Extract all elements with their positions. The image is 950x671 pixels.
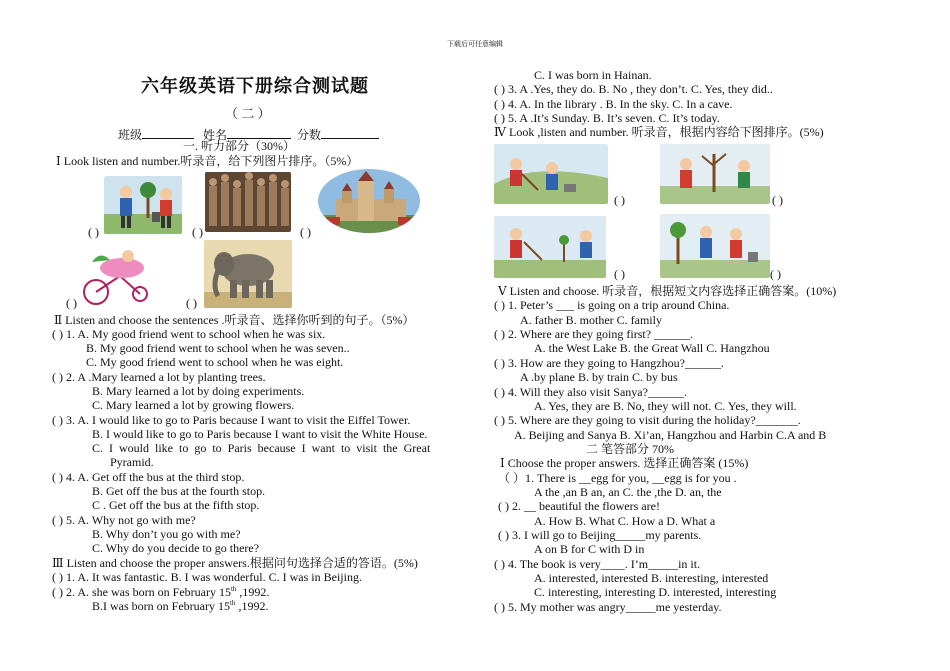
p2-q1-options: A the ,an B an, an C. the ,the D. an, the [534,485,722,499]
p2-q1: （ ）1. There is __egg for you, __egg is for you . [498,471,737,485]
boys-planting-tree-image [104,176,182,234]
sec5-q1-options: A. father B. mother C. family [520,313,662,327]
planting-scene-image-1 [494,144,608,204]
section-2-title: Ⅱ Listen and choose the sentences .听录音、选择你听到的句子。（5%） [54,313,415,327]
section-1-title: Ⅰ Look listen and number.听录音，给下列图片排序。（5%） [56,154,359,168]
p2-q2: ( ) 2. __ beautiful the flowers are! [498,499,660,513]
sec4-paren-4[interactable]: ( ) [770,267,781,281]
sec2-q3-a: ( ) 3. A. I would like to go to Paris because I want to visit the Eiffel Tower. [52,413,411,427]
section-3-title: Ⅲ Listen and choose the proper answers.根据问句选择合适的答语。(5%) [52,556,418,570]
sec1-paren-2[interactable]: ( ) [192,225,203,239]
sec3-q2-c: C. I was born in Hainan. [534,68,652,82]
score-label: 分数 [297,128,322,142]
sec4-paren-1[interactable]: ( ) [614,193,625,207]
part2-section-1-title: Ⅰ Choose the proper answers. 选择正确答案 (15%) [500,456,749,470]
sec1-paren-1[interactable]: ( ) [88,225,99,239]
sec2-q3-b: B. I would like to go to Paris because I want to visit the White House. [92,427,428,441]
sec2-q4-c: C . Get off the bus at the fifth stop. [92,498,260,512]
sec5-q3-options: A .by plane B. by train C. by bus [520,370,678,384]
sec5-q3: ( ) 3. How are they going to Hangzhou?______. [494,356,724,370]
part1-heading: 一. 听力部分（30%） [183,139,295,153]
section-4-title: Ⅳ Look ,listen and number. 听录音，根据内容给下图排序。(5%) [494,125,824,139]
part2-heading: 二 笔答部分 70% [586,442,674,456]
sec2-q2-c: C. Mary learned a lot by growing flowers. [92,398,295,412]
sec5-q4-options: A. Yes, they are B. No, they will not. C. Yes, they will. [534,399,797,413]
sec2-q4-b: B. Get off the bus at the fourth stop. [92,484,266,498]
p2-q4: ( ) 4. The book is very____. I’m_____in it. [494,557,701,571]
p2-q3: ( ) 3. I will go to Beijing_____my parents. [498,528,702,542]
page-title: 六年级英语下册综合测试题 [141,76,369,96]
sec3-q5: ( ) 5. A .It’s Sunday. B. It’s seven. C. It’s today. [494,111,720,125]
sec5-q2-options: A. the West Lake B. the Great Wall C. Hangzhou [534,341,770,355]
sec2-q1-c: C. My good friend went to school when he was eight. [86,355,344,369]
class-label: 班级 [118,128,143,142]
sec3-q3: ( ) 3. A .Yes, they do. B. No , they don’t. C. Yes, they did.. [494,82,773,96]
sec2-q2-a: ( ) 2. A .Mary learned a lot by planting trees. [52,370,266,384]
sec2-q5-b: B. Why don’t you go with me? [92,527,241,541]
terracotta-warriors-image [205,172,291,232]
sec4-paren-3[interactable]: ( ) [614,267,625,281]
castle-image [318,169,420,233]
sec3-q2-b: B.I was born on February 15th ,1992. [92,599,269,613]
sec5-q5: ( ) 5. Where are they going to visit during the holiday?_______. [494,413,801,427]
sec2-q4-a: ( ) 4. A. Get off the bus at the third stop. [52,470,245,484]
planting-scene-image-4 [660,214,770,278]
sec2-q3-c: C. I would like to go to Paris because I want to visit the Great [92,441,431,455]
sec1-paren-5[interactable]: ( ) [186,296,197,310]
sec3-q1: ( ) 1. A. It was fantastic. B. I was wonderful. C. I was in Beijing. [52,570,362,584]
sec2-q1-a: ( ) 1. A. My good friend went to school when he was six. [52,327,326,341]
sec2-q5-c: C. Why do you decide to go there? [92,541,260,555]
header-note: 下载后可任意编辑 [447,40,503,48]
sec1-paren-4[interactable]: ( ) [66,296,77,310]
planting-scene-image-3 [494,216,606,278]
p2-q3-options: A on B for C with D in [534,542,645,556]
sec3-q2-a: ( ) 2. A. she was born on February 15th ,1992. [52,585,270,599]
p2-q5: ( ) 5. My mother was angry_____me yesterday. [494,600,722,614]
page-subtitle: （ 二 ） [225,106,271,121]
sec2-q1-b: B. My good friend went to school when he was seven.. [86,341,350,355]
name-label: 姓名 [203,128,228,142]
sec3-q4: ( ) 4. A. In the library . B. In the sky. C. In a cave. [494,97,733,111]
sec5-q1: ( ) 1. Peter’s ___ is going on a trip around China. [494,298,730,312]
score-blank[interactable] [321,127,379,139]
name-blank[interactable] [227,127,291,139]
sec2-q2-b: B. Mary learned a lot by doing experiments. [92,384,305,398]
sec5-q5-options: A. Beijing and Sanya B. Xi’an, Hangzhou and Harbin C.A and B [514,428,827,442]
section-5-title: Ⅴ Listen and choose. 听录音，根据短文内容选择正确答案。(10%) [498,284,837,298]
p2-q4-options-2: C. interesting, interesting D. interested, interesting [534,585,777,599]
sec4-paren-2[interactable]: ( ) [772,193,783,207]
planting-scene-image-2 [660,144,770,204]
sec5-q4: ( ) 4. Will they also visit Sanya?______. [494,385,687,399]
sec5-q2: ( ) 2. Where are they going first? ______. [494,327,694,341]
elephant-image [204,240,292,308]
sec2-q5-a: ( ) 5. A. Why not go with me? [52,513,196,527]
p2-q2-options: A. How B. What C. How a D. What a [534,514,716,528]
girl-on-bicycle-image [80,246,158,308]
class-blank[interactable] [142,127,194,139]
sec1-paren-3[interactable]: ( ) [300,225,311,239]
sec2-q3-c-cont: Pyramid. [110,455,154,469]
p2-q4-options-1: A. interested, interested B. interesting, interested [534,571,769,585]
